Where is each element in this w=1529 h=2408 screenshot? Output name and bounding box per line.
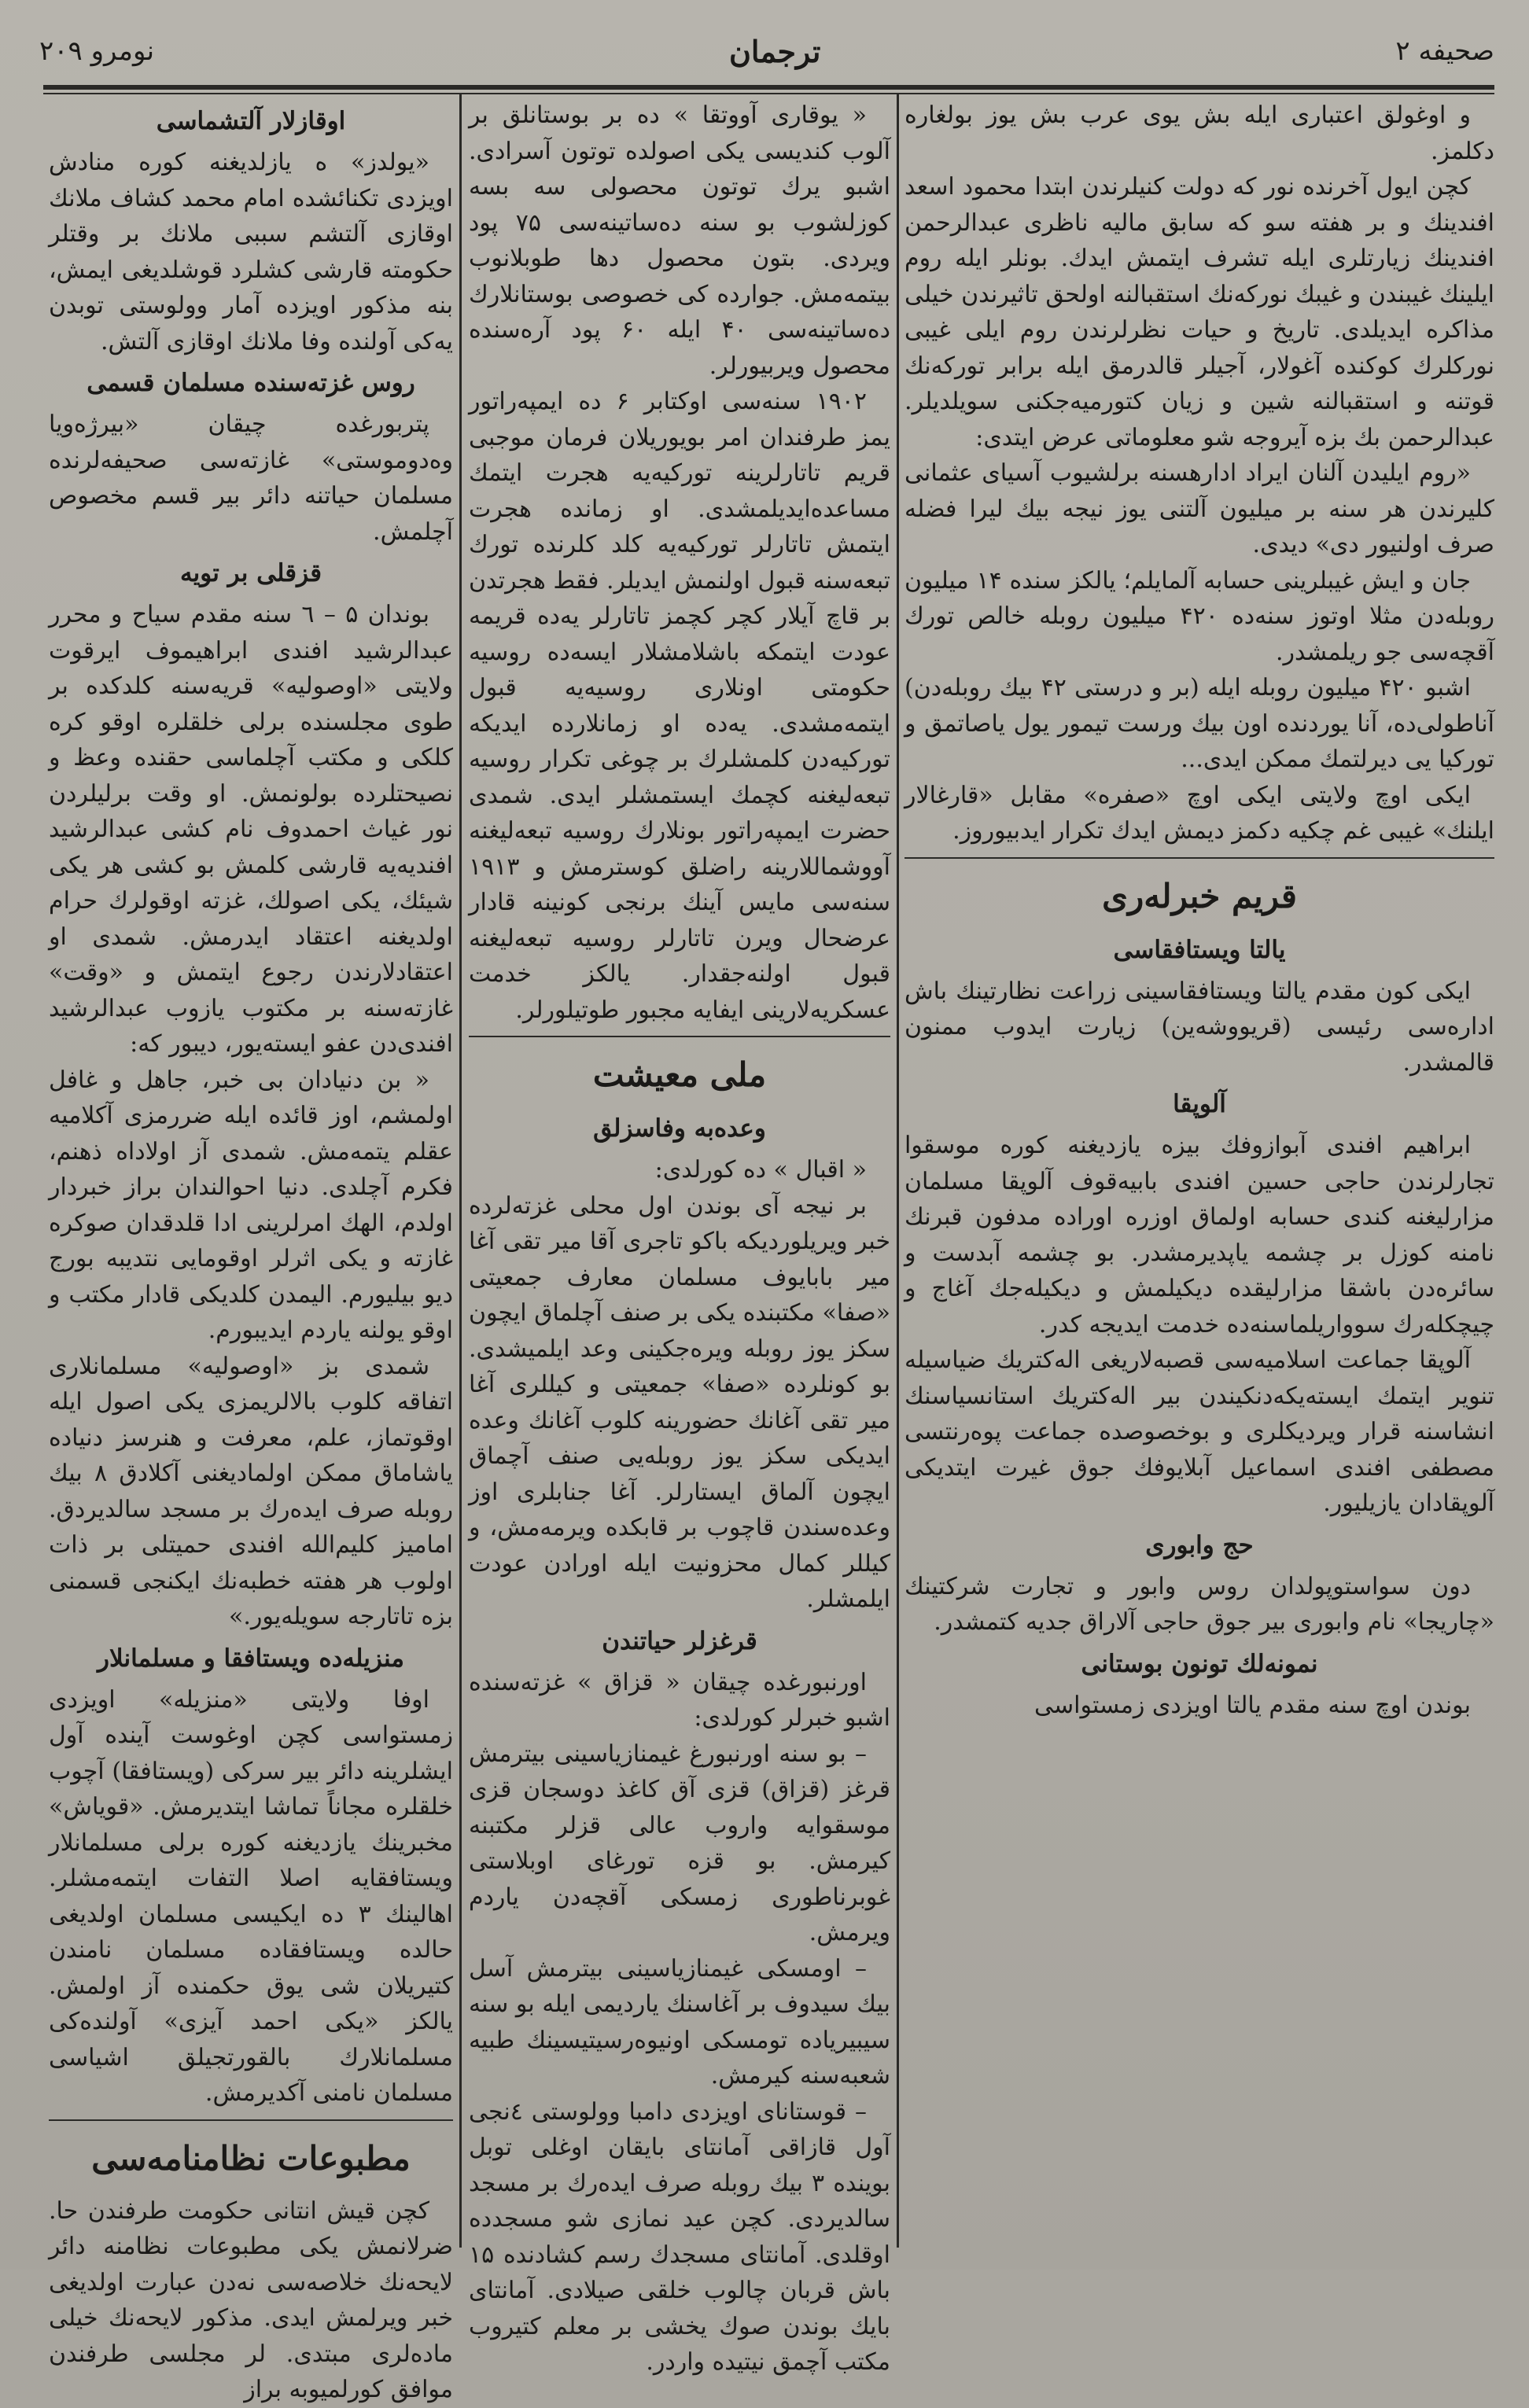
paragraph: – بو سنه اورنبورغ غیمنازیاسینی بیترمش قرغز (قزاق) قزی آق کاغذ دوسجان قزی موسقوایه واروب عالی قزلر مکتبنه کیرمش. بو قزه تورغای اوبلاستی غوبرناطوری زمسکی آقچه‌دن یاردم ویرمش.	[469, 1740, 890, 1946]
masthead-rule	[43, 85, 1494, 90]
paragraph: بوندان ۵ – ٦ سنه مقدم سیاح و محرر عبدالرشید افندی ابراهیموف ایرقوت ولایتی «اوصولیه» قریه‌سنه کلدکده بر طوی مجلسنده برلی خلقلره اوقو کره کلکی و مکتب آچلماسی حقنده وعظ و نصیحتلرده بولونمش. او وقت برلیلردن نور غیاث احمدوف نام کشی عبدالرشید افندیه‌یه قارشی کلمش بو کشی هر یکی شیئك، یکی اصولك، غزته اوقولرك حرام اولدیغنه اعتقاد ایدرمش. شمدی او اعتقادلارندن رجوع ایتمش و «وقت» غازته‌سنه بر مکتوب یازوب عبدالرشید افندی‌دن عفو ایسته‌یور، دیبور که:	[49, 601, 453, 1058]
paragraph: آلوپقا جماعت اسلامیه‌سی قصبه‌لاریغی اله‌کتریك ضیاسیله تنویر ایتمك ایسته‌یکه‌دنکیندن بیر اله‌کتریك استانسیاسنك انشاسنه قرار ویر‌دیکلری و بوخصوصده جماعت پوه‌رنتسی مصطفی افندی اسماعیل آبلایوفك جوق غیرت ایتدیکی آلوپقادان یازیلیور.	[905, 1346, 1494, 1517]
issue-number: نومرو ۲۰۹	[39, 35, 155, 67]
column-divider-right	[897, 93, 899, 2248]
paragraph: «روم ایلیدن آلنان ایراد ادارهسنه برلشیوب آسیای عثمانی کلیرندن هر سنه بر میلیون آلتنی یوز نیجه بیك لیرا فضله صرف اولنیور دی» دیدی.	[905, 459, 1494, 558]
page-number: صحیفه ۲	[1395, 35, 1494, 67]
paragraph: دون سواستوپولدان روس وابور و تجارت شرکتینك «چاریجا» نام وابوری بیر جوق حاجی آلاراق جدیه کتمشدر.	[905, 1572, 1494, 1636]
paragraph: – قوستانای اویزدی دامبا وولوستی ٤نجی آول قازاقی آمانتای بایقان اوغلی توبل بوینده ۳ بیك روبله صرف ایده‌رك بر مسجد سالدیردی. کچن عید نمازی شو مسجدده اوقلدی. آمانتای مسجدك رسم کشادنده ۱۵ باش قربان چالوب خلقی صیلادی. آمانتای بایك بوندن صوك یخشی بر معلم کتیروب مکتب آچمق نیتیده واردر.	[469, 2097, 890, 2376]
paragraph: – اومسکی غیمنازیاسینی بیترمش آسل بیك سیدوف بر آغاسنك یاردیمی ایله بو سنه سیبیریاده تومسکی اونیوه‌رسیتیسینك طبیه شعبه‌سنه کیرمش.	[469, 1954, 890, 2090]
paragraph: شمدی بز «اوصولیه» مسلمانلاری اتفاقه کلوب بالالریمزی یکی اصول ایله اوقوتماز، علم، معرفت و هنرسز دنیاده یاشاماق ممکن اولمادیغنی آکلادق ۸ بیك روبله صرف ایده‌رك بر مسجد سالدیردق. امامیز کلیم‌الله افندی حمیتلی بر ذات اولوب هر هفته خطبه‌نك ایکنجی قسمنی بزه تاتارجه سویله‌یور.»	[49, 1352, 453, 1630]
paragraph: بوندن اوچ سنه مقدم یالتا اویزدی زمستواسی	[1034, 1691, 1471, 1719]
paragraph: « اقبال » ده کورلدی:	[654, 1156, 867, 1184]
section-heading-press-law: مطبوعات نظامنامه‌سی	[91, 2138, 411, 2178]
subheading-kirghiz-life: قرغزلر حیاتندن	[602, 1626, 757, 1655]
subheading-yalta: یالتا ویستافقاسی	[1113, 935, 1286, 964]
masthead-rule-thin	[43, 93, 1494, 94]
paragraph: ایکی اوچ ولایتی ایکی اوچ «صفره» مقابل «قارغالار ایلنك» غیبی غم چکیه دکمز دیمش ایدك تکرار ایدبیوروز.	[905, 781, 1494, 845]
subheading-menzelinsk: منزیله‌ده ویستافقا و مسلمانلار	[98, 1644, 404, 1673]
section-rule	[905, 857, 1494, 859]
section-rule	[469, 1036, 890, 1037]
paragraph: اورنبورغده چیقان « قزاق » غزته‌سنده اشبو خبرلر کورلدی:	[469, 1668, 890, 1732]
paragraph: ابراهیم افندی آبوازوفك بیزه یازدیغنه کوره موسقوا تجارلرندن حاجی حسین افندی بابیه‌قوف آلوپقا مسلمان مزارلیغنه کندی حسابه اولماق اوزره اوراده مدفون قبرنك نامنه کوزل بر چشمه یاپدیرمشدر. بو چشمه آبدست و سائره‌دن باشقا مزارلیقده دیکیلمش و دیکیله‌جك آغاج و چیچکله‌رك سوواریلماسنه‌ده خدمت ایدیجه کدر.	[905, 1132, 1494, 1338]
paragraph: اوفا ولایتی «منزیله» اویزدی زمستواسی کچن اوغوست آینده آول ایشلرینه دائر بیر سرکی (ویستافقا) آچوب خلقلره مجاناً تماشا ایتدیرمش. «قویاش» مخبرینك یازدیغنه کوره برلی مسلمانلار ویستافقایه اصلا التفات ایتمه‌مشلر. اهالینك ۳ ده ایکیسی مسلمان اولدیغی حالده ویستافقاده مسلمان نامندن کتیریلان شی یوق حکمنده آز اولمش. یالکز «یکی احمد آیزی» آولنده‌کی مسلمانلارك بالقورتجیلق اشیاسی مسلمان نامنی آکدیرمش.	[49, 1685, 453, 2107]
paragraph: جان و ایش غیبلرینی حسابه آلمایلم؛ یالکز سنده ۱۴ میلیون روبله‌دن مثلا اوتوز سنه‌ده ۴۲۰ میلیون روبله خالص تورك آقچه‌سی جو ریلمشدر.	[905, 566, 1495, 666]
paragraph: و اوغولق اعتباری ایله‌ بش یوی عرب بش یوز بولغاره دکلمز.	[905, 101, 1494, 165]
newspaper-title: ترجمان	[728, 33, 821, 69]
column-middle	[469, 98, 890, 2376]
paragraph: بر نیجه آی بوندن اول محلی غزته‌لرده خبر ویریلوردیکه باکو تاجری آقا میر تقی آغا میر بابایوف مسلمان معارف جمعیتی «صفا» مکتبنده یکی بر صنف آچلماق ایچون سکز یوز روبله ویره‌جکینی وعد ایلمیشدی. بو کونلرده «صفا» جمعیتی و کیللری آغا میر تقی آغانك حضورینه کلوب آغانك وعده ایدیکی سکز یوز روبله‌یی صنف آچماق ایچون آلماق ایستارلر. آغا جنابلری اوز وعده‌سندن قاچوب بر قابکده ویرمه‌مش، و کیللر کمال محزونیت ایله اورادن عودت ایلمشلر.	[469, 1191, 890, 1613]
subheading-russian-press: روس غزته‌سنده مسلمان قسمی	[87, 369, 415, 397]
column-left	[49, 98, 453, 2403]
subheading-hajj-steamer: حج وابوری	[1145, 1530, 1254, 1559]
paragraph: کچن ایول آخرنده نور که دولت کنیلرندن ابتدا محمود اسعد افندینك و بر هفته سو که سابق مالیه ناظری عبدالرحمن افندینك زیارتلری ایله تشرف ایتمش ایدك. بونلر ایله روم ایلینك غیبندن و غیبك نورکه‌نك استقبالنه اولحق تاثیرندن خیلی مذاکره ایدیلدی. تاریخ و حیات نظرلرندن روم ایلی غیبی نورکلرك کوکنده آغولار، آجیلر قالدرمق ایله برابر تورکه‌نك قوتنه و استقبالنه شین و زیان کتورمیه‌جکنی سویلدیلر. عبدالرحمن بك بزه آیروجه شو معلوماتی عرض ایتدی:	[905, 173, 1494, 451]
paragraph: « بن دنیادان بی خبر، جاهل و غافل اولمشم، اوز قائده ایله ضررمزی آکلامیه عقلم یتمه‌مش. شمدی آز اولاداه ذهنم، فکرم آچلدی. دنیا احوالندان براز خبردار اولدم، الهك امرلرینی ادا قلدقدان صوکره غازته و یکی اثرلر اوقومایی نتدیبه بورج دیو بیلیورم. الیمدن کلدیکی قادار مکتب و اوقو یولنه یاردم ایدیبورم.	[49, 1066, 453, 1344]
subheading-tobacco-garden: نمونه‌لك تونون بوستانی	[1081, 1649, 1318, 1678]
subheading-village: قزقلی بر تویه	[179, 559, 322, 587]
paragraph: کچن قیش انتانی حکومت طرفندن حا. ضرلانمش یکی مطبوعات نظامنه دائر لایحه‌نك خلاصه‌سی نه‌دن عبارت اولدیغی خبر ویرلمش ایدی. مذکور لایحه‌نك خیلی ماده‌لری مبتدی. لر مجلسی طرفندن موافق کورلمیوبه براز	[49, 2196, 453, 2403]
section-rule	[49, 2119, 453, 2121]
subheading-fire: اوقازلار آلتشماسی	[156, 107, 346, 135]
subheading-broken-promise: وعده‌به وفاسزلق	[593, 1114, 766, 1143]
section-heading-national-life: ملی معیشت	[592, 1055, 767, 1094]
section-heading-crimea: قریم خبرله‌ری	[1102, 876, 1297, 915]
paragraph: ایکی کون مقدم یالتا ویستافقاسینی زراعت نظارتینك باش اداره‌سی رئیسی (قریووشه‌ین) زیارت ایدوب ممنون قالمشدر.	[905, 977, 1494, 1077]
masthead	[39, 24, 1494, 79]
paragraph: « یوقاری آووتقا » ده بر بوستانلق بر آلوب کندیسی یکی اصولده توتون آسرادی. اشبو یرك توتون محصولی سه بسه کوزلشوب بو سنه ده‌ساتینه‌سی ۷۵ پود ویردی. بتون محصول دها طوبلانوب بیتمه‌مش. جوارده کی خصوصی بوستانلارك ده‌ساتینه‌سی ۴۰ ایله ۶۰ پود آره‌سنده محصول ویربیورلر.	[469, 101, 890, 380]
column-divider-left	[459, 93, 462, 2248]
paragraph: «یولدز» ه یازلدیغنه کوره منادش اویزدی تکنائشده امام محمد کشاف ملانك اوقازی آلتشم سببی ملانك بر وقتلر حکومته قارشی کشلرد قوشلدیغی ایمش، بنه مذکور اویزده آمار وولوستی توبدن یه‌کی آولنده وفا ملانك اوقازی آلتش.	[49, 149, 453, 355]
paragraph: پتربورغده چیقان «بیرژه‌ویا وه‌دوموستی» غازته‌سی صحیفه‌لرنده مسلمان حیاتنه دائر بیر قسم مخصوص آچلمش.	[49, 411, 453, 546]
subheading-alupka: آلوپقا	[1173, 1090, 1226, 1118]
paragraph: اشبو ۴۲۰ میلیون روبله ایله (بر و درستی ۴۲ بیك روبله‌دن) آناطولی‌ده، آنا یوردنده اون بیك ورست تیمور یول یاصاتمق و تورکیا یی دیرلتمك ممکن ایدی...	[905, 674, 1494, 773]
paragraph: ۱۹۰۲ سنه‌سی اوکتابر ۶ ده ایمپه‌راتور یمز طرفندان امر بویوریلان فرمان موجبی قریم تاتارلرینه تورکیه‌یه هجرت ایتمك مساعده‌ایدیلمشدی. او زمانده هجرت ایتمش تاتارلر تورکیه‌یه کلد کلرنده تورك تبعه‌سنه قبول اولنمش ایدیلر. فقط هجرتدن بر قاچ آیلار کچر کچمز تاتارلر یه‌ده قریمه عودت ایتمکه باشلامشلار ایسه‌ده روسیه حکومتی اونلاری روسیه‌یه قبول ایتمه‌مشدی. یه‌ده او زمانلارده ایدیکه تورکیه‌دن کلمشلرك بر چوغی تکرار روسیه تبعه‌لیغنه کچمك ایستمشلر ایدی. شمدی حضرت ایمپه‌راتور بونلارك روسیه تبعه‌لیغنه آووشماللارینه راضلق کوسترمش و ۱۹۱۳ سنه‌سی مایس آینك برنجی کونینه قادار عرضحال ویرن تاتارلر روسیه تبعه‌لیغنه قبول اولنه‌جقدار. یالکز خدمت عسکریه‌لارینی ایفایه مجبور طوتیلورلر.	[469, 388, 890, 1024]
column-right	[905, 98, 1494, 2244]
